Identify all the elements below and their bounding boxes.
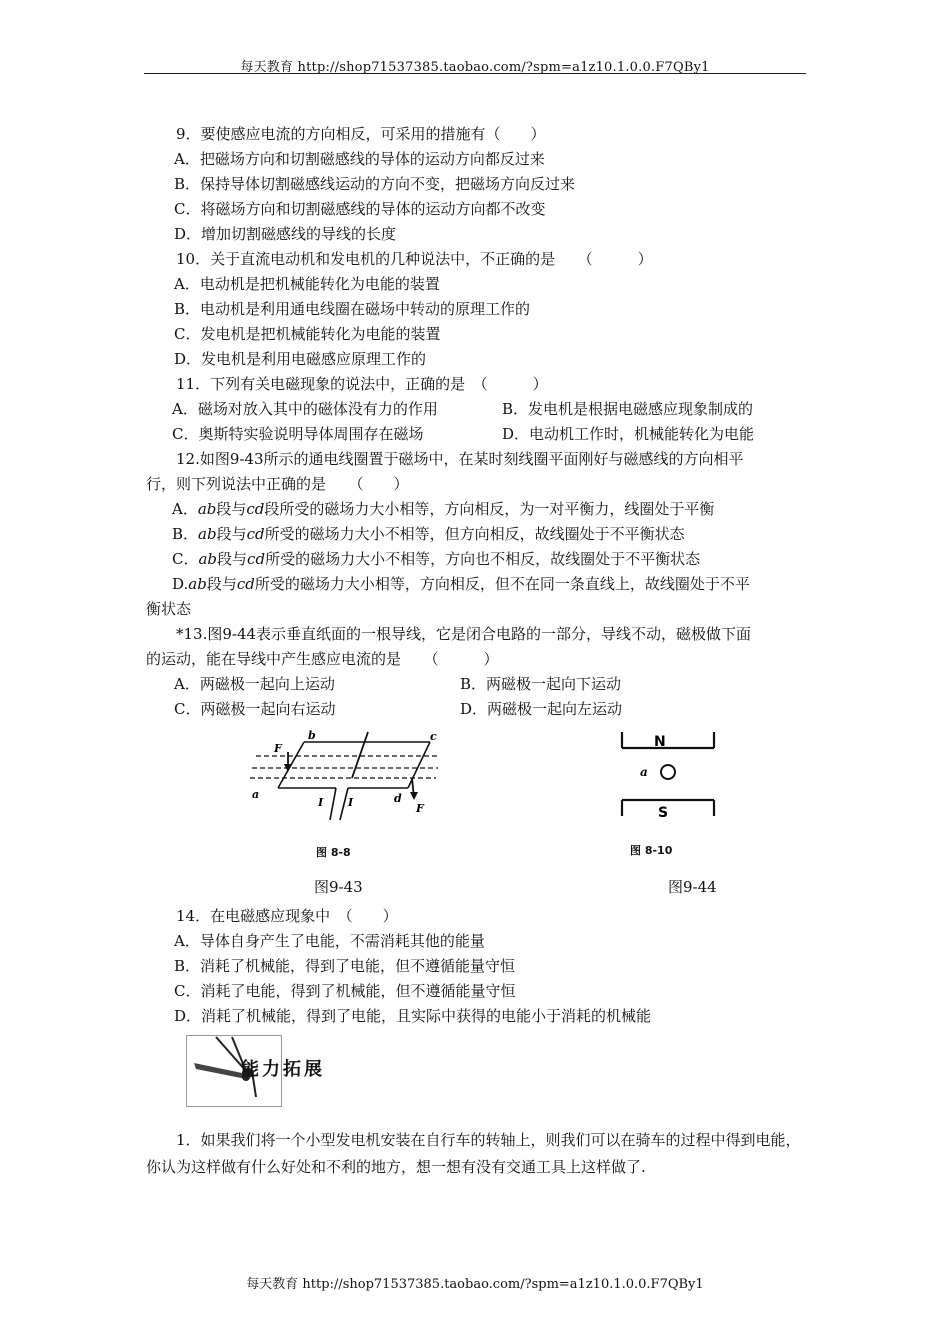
q12-d-cd: cd bbox=[236, 575, 255, 593]
q9-option-a: A．把磁场方向和切割磁感线的导体的运动方向都反过来 bbox=[174, 150, 545, 168]
figure-9-44-caption: 图9-44 bbox=[668, 878, 717, 896]
q12-a-mid: 段与 bbox=[216, 500, 247, 518]
q11-stem: 11．下列有关电磁现象的说法中，正确的是 （ ） bbox=[176, 375, 548, 393]
label-i-2: I bbox=[348, 796, 354, 809]
label-c: c bbox=[430, 730, 437, 743]
q11-option-d: D．电动机工作时，机械能转化为电能 bbox=[502, 425, 755, 443]
q12-b-ab: ab bbox=[198, 525, 217, 543]
q12-c-ab: ab bbox=[198, 550, 218, 568]
coil-edge-cd bbox=[408, 742, 430, 788]
magnetic-field-lines bbox=[250, 756, 440, 778]
figure-9-43-caption: 图9-43 bbox=[314, 878, 363, 896]
q9-stem: 9．要使感应电流的方向相反，可采用的措施有（ ） bbox=[176, 125, 546, 143]
q11-row-1 bbox=[146, 397, 810, 422]
q12-stem-line1: 12.如图9-43所示的通电线圈置于磁场中，在某时刻线圈平面刚好与磁感线的方向相平 bbox=[176, 450, 744, 468]
q12-d-prefix: D. bbox=[172, 575, 189, 593]
q12-b-prefix: B． bbox=[172, 525, 199, 543]
q12-d-mid: 段与 bbox=[206, 575, 237, 593]
q11-option-a: A．磁场对放入其中的磁体没有力的作用 bbox=[172, 400, 438, 418]
q13-row-1 bbox=[146, 672, 810, 697]
page-footer: 每天教育 http://shop71537385.taobao.com/?spm=a1z10.1.0.0.F7QBy1 bbox=[246, 1277, 704, 1292]
q12-option-a bbox=[146, 497, 810, 522]
figure-9-44-inner-label: 图 8-10 bbox=[630, 844, 673, 857]
label-i-1: I bbox=[318, 796, 324, 809]
q12-c-text: 所受的磁场力大小不相等，方向也不相反，故线圈处于不平衡状态 bbox=[265, 550, 701, 568]
q14-option-c: C．消耗了电能，得到了机械能，但不遵循能量守恒 bbox=[174, 982, 516, 1000]
q9-option-c: C．将磁场方向和切割磁感线的导体的运动方向都不改变 bbox=[174, 200, 546, 218]
ability-title: 能力拓展 bbox=[241, 1059, 325, 1080]
q12-b-mid: 段与 bbox=[216, 525, 247, 543]
figures-row bbox=[146, 726, 810, 898]
q12-b-cd: cd bbox=[246, 525, 265, 543]
q14-stem: 14．在电磁感应现象中 （ ） bbox=[176, 907, 398, 925]
label-f-right: F bbox=[416, 802, 424, 815]
conductor-cross-section bbox=[661, 765, 675, 779]
q12-d-text: 所受的磁场力大小相等，方向相反，但不在同一条直线上，故线圈处于不平 bbox=[254, 575, 750, 593]
figure-9-43-inner-label: 图 8-8 bbox=[316, 846, 351, 859]
q14-option-d: D．消耗了机械能，得到了电能，且实际中获得的电能小于消耗的机械能 bbox=[174, 1007, 652, 1025]
q12-option-d-cont: 衡状态 bbox=[146, 600, 192, 618]
q12-d-ab: ab bbox=[188, 575, 207, 593]
q12-option-c bbox=[146, 547, 810, 572]
q10-option-d: D．发电机是利用电磁感应原理工作的 bbox=[174, 350, 427, 368]
lead-wire-2 bbox=[340, 788, 348, 820]
q12-stem-line2: 行，则下列说法中正确的是 （ ） bbox=[146, 475, 409, 493]
force-arrowhead-right bbox=[410, 792, 418, 800]
q12-a-cd: cd bbox=[246, 500, 265, 518]
label-d: d bbox=[394, 792, 402, 805]
q13-stem-line2: 的运动，能在导线中产生感应电流的是 （ ） bbox=[146, 650, 499, 668]
q13-option-b: B．两磁极一起向下运动 bbox=[460, 675, 622, 693]
q13-row-2 bbox=[146, 697, 810, 722]
q13-stem-line1: *13.图9-44表示垂直纸面的一根导线，它是闭合电路的一部分，导线不动，磁极做下面 bbox=[176, 625, 752, 643]
document-body bbox=[146, 122, 810, 1181]
figure-9-44-magnet-diagram bbox=[612, 730, 722, 840]
q14-option-b: B．消耗了机械能，得到了电能，但不遵循能量守恒 bbox=[174, 957, 516, 975]
q12-a-prefix: A． bbox=[172, 500, 198, 518]
label-n: N bbox=[654, 734, 666, 750]
q9-option-b: B．保持导体切割磁感线运动的方向不变，把磁场方向反过来 bbox=[174, 175, 576, 193]
q12-c-cd: cd bbox=[247, 550, 266, 568]
q14-option-a: A．导体自身产生了电能，不需消耗其他的能量 bbox=[174, 932, 485, 950]
ability-section bbox=[146, 1035, 810, 1115]
axis-line bbox=[352, 732, 368, 778]
q9-option-d: D．增加切割磁感线的导线的长度 bbox=[174, 225, 397, 243]
header-rule bbox=[144, 73, 806, 74]
label-s: S bbox=[658, 805, 669, 821]
q13-option-a: A．两磁极一起向上运动 bbox=[174, 675, 335, 693]
q10-option-b: B．电动机是利用通电线圈在磁场中转动的原理工作的 bbox=[174, 300, 531, 318]
figure-9-43-coil-diagram bbox=[248, 730, 448, 850]
q12-c-prefix: C． bbox=[172, 550, 199, 568]
label-wire-a: a bbox=[640, 765, 648, 779]
q12-c-mid: 段与 bbox=[217, 550, 248, 568]
label-b: b bbox=[308, 730, 316, 742]
q12-b-text: 所受的磁场力大小不相等，但方向相反，故线圈处于不平衡状态 bbox=[264, 525, 685, 543]
label-a: a bbox=[252, 788, 260, 801]
q12-option-b bbox=[146, 522, 810, 547]
q13-option-d: D．两磁极一起向左运动 bbox=[460, 700, 623, 718]
q12-a-ab: ab bbox=[197, 500, 217, 518]
q11-row-2 bbox=[146, 422, 810, 447]
q11-option-b: B．发电机是根据电磁感应现象制成的 bbox=[502, 400, 754, 418]
label-f-left: F bbox=[274, 742, 282, 755]
page-header: 每天教育 http://shop71537385.taobao.com/?spm=a1z10.1.0.0.F7QBy1 bbox=[240, 60, 710, 75]
q10-option-a: A．电动机是把机械能转化为电能的装置 bbox=[174, 275, 440, 293]
q12-option-d bbox=[146, 572, 810, 597]
ability-question-1: 1．如果我们将一个小型发电机安装在自行车的转轴上，则我们可以在骑车的过程中得到电能，你认为这样做有什么好处和不利的地方，想一想有没有交通工具上这样做了. bbox=[146, 1131, 801, 1176]
q11-option-c: C．奥斯特实验说明导体周围存在磁场 bbox=[172, 425, 424, 443]
q13-option-c: C．两磁极一起向右运动 bbox=[174, 700, 336, 718]
q10-option-c: C．发电机是把机械能转化为电能的装置 bbox=[174, 325, 441, 343]
q10-stem: 10．关于直流电动机和发电机的几种说法中，不正确的是 （ ） bbox=[176, 250, 653, 268]
q12-a-text: 段所受的磁场力大小相等，方向相反，为一对平衡力，线圈处于平衡 bbox=[264, 500, 715, 518]
lead-wire-1 bbox=[330, 788, 336, 820]
